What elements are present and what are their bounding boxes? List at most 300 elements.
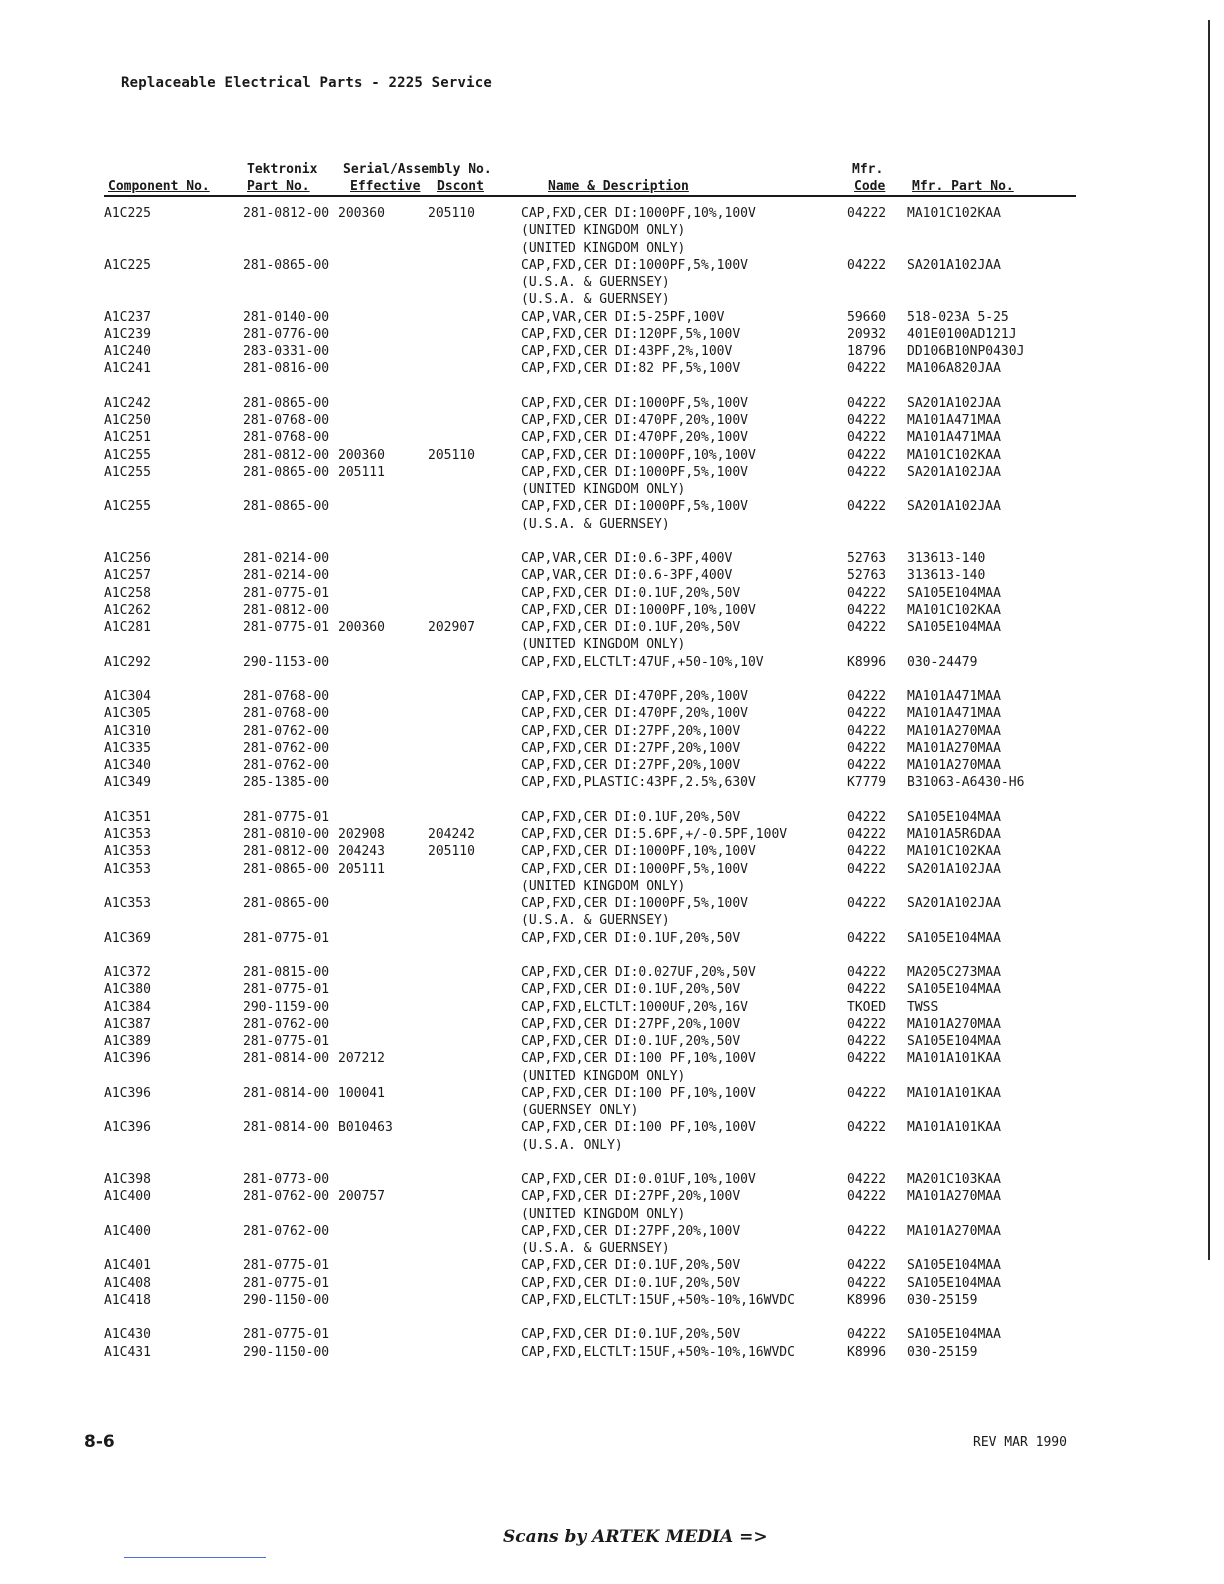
component-no: A1C305: [104, 706, 151, 722]
header-mfr-part-no: Mfr. Part No.: [912, 179, 1014, 194]
mfr-code: 04222: [847, 395, 887, 411]
table-row: [0, 740, 1224, 757]
part-no: 281-0812-00: [243, 447, 330, 463]
component-no: A1C240: [104, 344, 151, 359]
part-no: 281-0762-00: [243, 1223, 330, 1239]
mfr-code: 04222: [847, 1120, 887, 1136]
header-serial-assembly: Serial/Assembly No.: [343, 162, 492, 177]
serial-effective: 200757: [338, 1189, 385, 1205]
table-row: [0, 999, 1224, 1016]
mfr-part-no: MA101A270MAA: [907, 1223, 1001, 1239]
description: (U.S.A. ONLY): [521, 1137, 623, 1153]
table-row: [0, 585, 1224, 602]
mfr-code: 04222: [847, 740, 887, 756]
mfr-code: 04222: [847, 1085, 887, 1101]
part-no: 285-1385-00: [243, 775, 330, 791]
mfr-code: 04222: [847, 1327, 887, 1343]
table-row: [0, 757, 1224, 774]
component-no: A1C384: [104, 999, 151, 1015]
table-row-note: [0, 636, 1224, 653]
description: CAP,FXD,CER DI:1000PF,10%,100V: [521, 206, 756, 221]
part-no: 281-0812-00: [243, 844, 330, 860]
component-no: A1C225: [104, 257, 151, 273]
mfr-code: 04222: [847, 896, 887, 911]
part-no: 290-1150-00: [243, 1344, 330, 1360]
part-no: 281-0865-00: [243, 395, 330, 411]
part-no: 281-0762-00: [243, 758, 330, 773]
part-no: 290-1153-00: [243, 654, 330, 670]
mfr-part-no: MA101A101KAA: [907, 1051, 1001, 1067]
mfr-code: 20932: [847, 326, 887, 342]
table-row-note: [0, 1102, 1224, 1119]
mfr-code: 04222: [847, 499, 887, 515]
header-component-no: Component No.: [108, 179, 210, 194]
component-no: A1C335: [104, 740, 151, 756]
table-row: [0, 1292, 1224, 1309]
serial-effective: B010463: [338, 1120, 393, 1136]
part-no: 281-0768-00: [243, 413, 330, 428]
part-no: 281-0776-00: [243, 326, 330, 342]
mfr-code: 04222: [847, 809, 887, 825]
serial-effective: 200360: [338, 206, 385, 221]
mfr-code: 04222: [847, 1275, 887, 1291]
component-no: A1C430: [104, 1327, 151, 1343]
mfr-part-no: SA201A102JAA: [907, 464, 1001, 480]
part-no: 281-0865-00: [243, 896, 330, 911]
mfr-part-no: MA201C103KAA: [907, 1172, 1001, 1187]
table-row: [0, 895, 1224, 912]
component-no: A1C372: [104, 965, 151, 980]
description: CAP,FXD,CER DI:27PF,20%,100V: [521, 740, 741, 756]
table-row-note: [0, 481, 1224, 498]
part-no: 281-0775-01: [243, 1258, 330, 1274]
mfr-code: 04222: [847, 620, 887, 635]
component-no: A1C258: [104, 585, 151, 601]
mfr-part-no: MA101A471MAA: [907, 413, 1001, 428]
table-row: [0, 257, 1224, 274]
part-no: 281-0762-00: [243, 740, 330, 756]
serial-dscont: 202907: [428, 620, 475, 635]
component-no: A1C251: [104, 430, 151, 446]
serial-dscont: 205110: [428, 844, 475, 860]
part-no: 281-0768-00: [243, 689, 330, 704]
mfr-part-no: 313613-140: [907, 551, 986, 566]
component-no: A1C242: [104, 395, 151, 411]
component-no: A1C257: [104, 568, 151, 584]
table-row-note: [0, 878, 1224, 895]
component-no: A1C262: [104, 602, 151, 618]
description: CAP,FXD,CER DI:82 PF,5%,100V: [521, 361, 741, 377]
mfr-part-no: SA201A102JAA: [907, 395, 1001, 411]
part-no: 283-0331-00: [243, 344, 330, 359]
part-no: 281-0775-01: [243, 1034, 330, 1049]
description: CAP,VAR,CER DI:0.6-3PF,400V: [521, 568, 733, 584]
table-row: [0, 1344, 1224, 1361]
description: CAP,FXD,CER DI:0.1UF,20%,50V: [521, 1034, 741, 1049]
mfr-code: 04222: [847, 464, 887, 480]
description: CAP,FXD,PLASTIC:43PF,2.5%,630V: [521, 775, 756, 791]
table-row-note: [0, 274, 1224, 291]
description: (UNITED KINGDOM ONLY): [521, 637, 686, 653]
component-no: A1C401: [104, 1258, 151, 1274]
mfr-code: 52763: [847, 551, 887, 566]
revision-date: REV MAR 1990: [973, 1435, 1067, 1450]
header-code: Code: [854, 179, 886, 194]
component-no: A1C396: [104, 1051, 151, 1067]
serial-effective: 200360: [338, 447, 385, 463]
table-row: [0, 395, 1224, 412]
table-row: [0, 619, 1224, 636]
table-row: [0, 1033, 1224, 1050]
table-row: [0, 1275, 1224, 1292]
serial-effective: 202908: [338, 827, 385, 842]
mfr-part-no: MA101A471MAA: [907, 689, 1001, 704]
table-row: [0, 981, 1224, 998]
part-no: 281-0775-01: [243, 1275, 330, 1291]
mfr-code: 04222: [847, 758, 887, 773]
description: CAP,FXD,CER DI:27PF,20%,100V: [521, 758, 741, 773]
part-no: 281-0140-00: [243, 309, 330, 325]
component-no: A1C369: [104, 930, 151, 946]
table-row: [0, 705, 1224, 722]
description: CAP,FXD,CER DI:1000PF,5%,100V: [521, 499, 748, 515]
component-no: A1C389: [104, 1034, 151, 1049]
table-row: [0, 309, 1224, 326]
mfr-part-no: SA201A102JAA: [907, 896, 1001, 911]
description: CAP,FXD,CER DI:0.1UF,20%,50V: [521, 930, 741, 946]
description: CAP,FXD,CER DI:0.1UF,20%,50V: [521, 620, 741, 635]
mfr-code: 04222: [847, 361, 887, 377]
mfr-part-no: 030-24479: [907, 654, 978, 670]
serial-dscont: 204242: [428, 827, 475, 842]
component-no: A1C398: [104, 1172, 151, 1187]
table-row: [0, 1119, 1224, 1136]
part-no: 281-0214-00: [243, 551, 330, 566]
serial-effective: 100041: [338, 1085, 385, 1101]
component-no: A1C250: [104, 413, 151, 428]
table-row: [0, 861, 1224, 878]
part-no: 281-0814-00: [243, 1085, 330, 1101]
component-no: A1C353: [104, 896, 151, 911]
mfr-part-no: SA105E104MAA: [907, 982, 1001, 998]
mfr-code: 04222: [847, 602, 887, 618]
table-row: [0, 429, 1224, 446]
description: CAP,FXD,CER DI:0.1UF,20%,50V: [521, 982, 741, 998]
table-row: [0, 1257, 1224, 1274]
mfr-part-no: MA101C102KAA: [907, 602, 1001, 618]
serial-effective: 207212: [338, 1051, 385, 1067]
mfr-code: K8996: [847, 654, 887, 670]
mfr-part-no: SA105E104MAA: [907, 1258, 1001, 1274]
description: CAP,FXD,CER DI:1000PF,10%,100V: [521, 602, 756, 618]
description: (UNITED KINGDOM ONLY): [521, 1068, 686, 1084]
description: (U.S.A. & GUERNSEY): [521, 1241, 670, 1256]
description: CAP,FXD,CER DI:43PF,2%,100V: [521, 344, 733, 359]
table-row-note: [0, 516, 1224, 533]
table-row: [0, 1171, 1224, 1188]
component-no: A1C380: [104, 982, 151, 998]
mfr-code: K7779: [847, 775, 887, 791]
description: CAP,FXD,CER DI:470PF,20%,100V: [521, 413, 748, 428]
description: CAP,VAR,CER DI:0.6-3PF,400V: [521, 551, 733, 566]
mfr-code: 59660: [847, 309, 887, 325]
table-row: [0, 1050, 1224, 1067]
table-row-note: [0, 1068, 1224, 1085]
mfr-code: 04222: [847, 844, 887, 860]
table-row: [0, 447, 1224, 464]
serial-dscont: 205110: [428, 447, 475, 463]
table-row-note: [0, 912, 1224, 929]
table-row: [0, 205, 1224, 222]
description: (GUERNSEY ONLY): [521, 1103, 639, 1118]
mfr-part-no: 030-25159: [907, 1292, 978, 1308]
header-mfr: Mfr.: [852, 162, 884, 177]
mfr-part-no: SA201A102JAA: [907, 499, 1001, 515]
description: CAP,FXD,CER DI:1000PF,5%,100V: [521, 257, 748, 273]
component-no: A1C225: [104, 206, 151, 221]
mfr-code: 04222: [847, 1016, 887, 1032]
mfr-part-no: SA105E104MAA: [907, 809, 1001, 825]
part-no: 281-0865-00: [243, 499, 330, 515]
part-no: 281-0865-00: [243, 257, 330, 273]
mfr-part-no: TWSS: [907, 999, 939, 1015]
table-row-note: [0, 1137, 1224, 1154]
header-tektronix: Tektronix: [247, 162, 318, 177]
description: CAP,FXD,CER DI:1000PF,5%,100V: [521, 896, 748, 911]
serial-effective: 205111: [338, 464, 385, 480]
mfr-part-no: MA205C273MAA: [907, 965, 1001, 980]
component-no: A1C340: [104, 758, 151, 773]
header-name-description: Name & Description: [548, 179, 689, 194]
component-no: A1C255: [104, 464, 151, 480]
table-row: [0, 1188, 1224, 1205]
description: CAP,FXD,CER DI:0.1UF,20%,50V: [521, 1258, 741, 1274]
part-no: 281-0768-00: [243, 706, 330, 722]
part-no: 281-0775-01: [243, 809, 330, 825]
mfr-part-no: DD106B10NP0430J: [907, 344, 1025, 359]
description: CAP,FXD,ELCTLT:1000UF,20%,16V: [521, 999, 748, 1015]
mfr-code: 04222: [847, 930, 887, 946]
table-row: [0, 360, 1224, 377]
table-row: [0, 1326, 1224, 1343]
mfr-part-no: MA101A270MAA: [907, 740, 1001, 756]
component-no: A1C353: [104, 861, 151, 877]
mfr-code: 04222: [847, 1034, 887, 1049]
part-no: 281-0865-00: [243, 861, 330, 877]
part-no: 281-0814-00: [243, 1120, 330, 1136]
description: CAP,FXD,ELCTLT:15UF,+50%-10%,16WVDC: [521, 1292, 795, 1308]
mfr-code: 04222: [847, 1258, 887, 1274]
table-row: [0, 688, 1224, 705]
table-row: [0, 498, 1224, 515]
component-no: A1C237: [104, 309, 151, 325]
mfr-part-no: MA101A5R6DAA: [907, 827, 1001, 842]
table-row: [0, 550, 1224, 567]
component-no: A1C431: [104, 1344, 151, 1360]
description: CAP,FXD,ELCTLT:47UF,+50-10%,10V: [521, 654, 764, 670]
mfr-code: 04222: [847, 982, 887, 998]
mfr-part-no: SA105E104MAA: [907, 1034, 1001, 1049]
mfr-code: 04222: [847, 447, 887, 463]
part-no: 281-0775-01: [243, 1327, 330, 1343]
table-row: [0, 1016, 1224, 1033]
part-no: 281-0812-00: [243, 206, 330, 221]
component-no: A1C351: [104, 809, 151, 825]
mfr-part-no: SA201A102JAA: [907, 861, 1001, 877]
mfr-code: 04222: [847, 585, 887, 601]
table-row: [0, 654, 1224, 671]
component-no: A1C396: [104, 1085, 151, 1101]
part-no: 281-0812-00: [243, 602, 330, 618]
mfr-part-no: SA201A102JAA: [907, 257, 1001, 273]
serial-effective: 200360: [338, 620, 385, 635]
mfr-part-no: SA105E104MAA: [907, 585, 1001, 601]
component-no: A1C408: [104, 1275, 151, 1291]
mfr-part-no: MA101A101KAA: [907, 1085, 1001, 1101]
component-no: A1C310: [104, 723, 151, 739]
description: CAP,FXD,CER DI:27PF,20%,100V: [521, 723, 741, 739]
component-no: A1C400: [104, 1223, 151, 1239]
description: CAP,FXD,CER DI:1000PF,5%,100V: [521, 395, 748, 411]
description: CAP,FXD,CER DI:0.027UF,20%,50V: [521, 965, 756, 980]
table-row: [0, 567, 1224, 584]
header-dscont: Dscont: [437, 179, 484, 194]
mfr-code: 04222: [847, 1223, 887, 1239]
mfr-part-no: MA101A270MAA: [907, 1016, 1001, 1032]
mfr-code: 04222: [847, 965, 887, 980]
table-row-note: [0, 240, 1224, 257]
description: CAP,FXD,CER DI:1000PF,5%,100V: [521, 464, 748, 480]
description: CAP,FXD,CER DI:27PF,20%,100V: [521, 1189, 741, 1205]
component-no: A1C400: [104, 1189, 151, 1205]
mfr-code: 04222: [847, 257, 887, 273]
mfr-code: 04222: [847, 1172, 887, 1187]
table-row: [0, 464, 1224, 481]
mfr-part-no: MA101A270MAA: [907, 1189, 1001, 1205]
description: CAP,FXD,CER DI:1000PF,10%,100V: [521, 844, 756, 860]
mfr-code: 18796: [847, 344, 887, 359]
mfr-part-no: MA101A101KAA: [907, 1120, 1001, 1136]
description: CAP,FXD,CER DI:0.1UF,20%,50V: [521, 585, 741, 601]
component-no: A1C256: [104, 551, 151, 566]
mfr-code: 04222: [847, 206, 887, 221]
part-no: 290-1150-00: [243, 1292, 330, 1308]
description: CAP,FXD,CER DI:470PF,20%,100V: [521, 706, 748, 722]
description: CAP,FXD,CER DI:0.1UF,20%,50V: [521, 1275, 741, 1291]
component-no: A1C353: [104, 827, 151, 842]
mfr-part-no: SA105E104MAA: [907, 1275, 1001, 1291]
description: CAP,FXD,CER DI:100 PF,10%,100V: [521, 1085, 756, 1101]
description: CAP,FXD,CER DI:5.6PF,+/-0.5PF,100V: [521, 827, 788, 842]
description: (U.S.A. & GUERNSEY): [521, 516, 670, 532]
description: (UNITED KINGDOM ONLY): [521, 482, 686, 497]
mfr-part-no: MA101A471MAA: [907, 706, 1001, 722]
footer-link-underline: [124, 1557, 266, 1558]
description: (UNITED KINGDOM ONLY): [521, 223, 686, 239]
mfr-part-no: MA106A820JAA: [907, 361, 1001, 377]
table-row: [0, 843, 1224, 860]
table-row: [0, 412, 1224, 429]
mfr-code: TKOED: [847, 999, 887, 1015]
description: CAP,FXD,CER DI:0.01UF,10%,100V: [521, 1172, 756, 1187]
component-no: A1C281: [104, 620, 151, 635]
component-no: A1C241: [104, 361, 151, 377]
description: CAP,FXD,CER DI:0.1UF,20%,50V: [521, 809, 741, 825]
part-no: 281-0775-01: [243, 982, 330, 998]
mfr-part-no: MA101C102KAA: [907, 447, 1001, 463]
description: CAP,FXD,CER DI:27PF,20%,100V: [521, 1223, 741, 1239]
mfr-part-no: MA101A270MAA: [907, 723, 1001, 739]
part-no: 281-0762-00: [243, 1016, 330, 1032]
mfr-part-no: B31063-A6430-H6: [907, 775, 1025, 791]
table-row: [0, 326, 1224, 343]
table-row: [0, 723, 1224, 740]
table-row-note: [0, 1206, 1224, 1223]
description: CAP,FXD,CER DI:470PF,20%,100V: [521, 689, 748, 704]
mfr-part-no: 518-023A 5-25: [907, 309, 1009, 325]
part-no: 281-0775-01: [243, 585, 330, 601]
mfr-code: 04222: [847, 413, 887, 428]
description: CAP,FXD,CER DI:1000PF,5%,100V: [521, 861, 748, 877]
description: CAP,FXD,CER DI:27PF,20%,100V: [521, 1016, 741, 1032]
header-part-no: Part No.: [247, 179, 310, 194]
mfr-code: K8996: [847, 1344, 887, 1360]
table-row-note: [0, 222, 1224, 239]
description: (UNITED KINGDOM ONLY): [521, 240, 686, 256]
mfr-code: 04222: [847, 1051, 887, 1067]
component-no: A1C239: [104, 326, 151, 342]
component-no: A1C292: [104, 654, 151, 670]
description: CAP,FXD,CER DI:0.1UF,20%,50V: [521, 1327, 741, 1343]
description: (UNITED KINGDOM ONLY): [521, 878, 686, 894]
table-row: [0, 1085, 1224, 1102]
mfr-part-no: MA101C102KAA: [907, 844, 1001, 860]
table-row: [0, 826, 1224, 843]
part-no: 281-0816-00: [243, 361, 330, 377]
table-row: [0, 774, 1224, 791]
mfr-code: K8996: [847, 1292, 887, 1308]
component-no: A1C418: [104, 1292, 151, 1308]
description: CAP,FXD,CER DI:100 PF,10%,100V: [521, 1051, 756, 1067]
mfr-code: 04222: [847, 430, 887, 446]
description: CAP,FXD,CER DI:100 PF,10%,100V: [521, 1120, 756, 1136]
part-no: 290-1159-00: [243, 999, 330, 1015]
component-no: A1C255: [104, 447, 151, 463]
part-no: 281-0775-01: [243, 930, 330, 946]
table-row-note: [0, 291, 1224, 308]
part-no: 281-0762-00: [243, 1189, 330, 1205]
table-row: [0, 930, 1224, 947]
part-no: 281-0810-00: [243, 827, 330, 842]
mfr-code: 04222: [847, 1189, 887, 1205]
mfr-code: 04222: [847, 827, 887, 842]
table-row-note: [0, 1240, 1224, 1257]
header-effective: Effective: [350, 179, 421, 194]
table-row: [0, 809, 1224, 826]
serial-effective: 205111: [338, 861, 385, 877]
description: (UNITED KINGDOM ONLY): [521, 1206, 686, 1222]
mfr-part-no: 030-25159: [907, 1344, 978, 1360]
table-row: [0, 964, 1224, 981]
description: CAP,FXD,CER DI:120PF,5%,100V: [521, 326, 741, 342]
page-number: 8-6: [84, 1432, 115, 1452]
part-no: 281-0768-00: [243, 430, 330, 446]
component-no: A1C349: [104, 775, 151, 791]
table-row: [0, 1223, 1224, 1240]
mfr-part-no: SA105E104MAA: [907, 930, 1001, 946]
component-no: A1C387: [104, 1016, 151, 1032]
part-no: 281-0762-00: [243, 723, 330, 739]
